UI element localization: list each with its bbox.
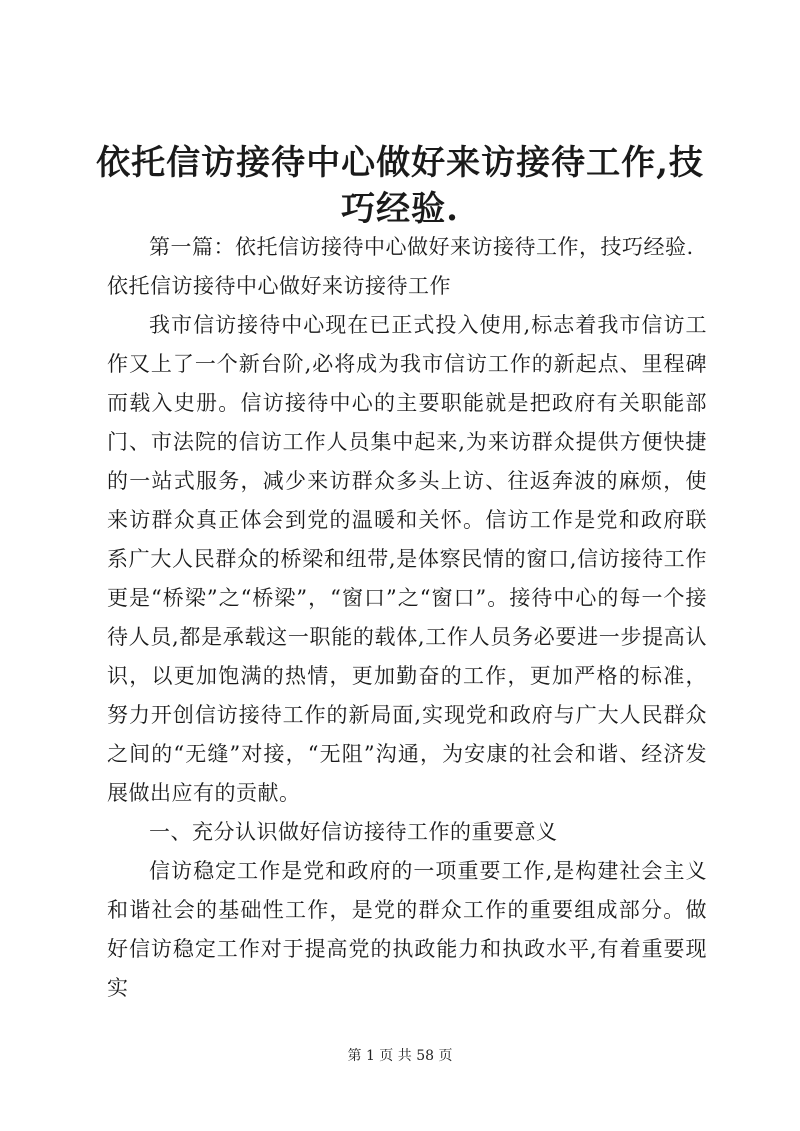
section-heading: 一、充分认识做好信访接待工作的重要意义 [149,820,558,844]
page-footer: 第 1 页 共 58 页 [347,1048,453,1064]
document-title: 依托信访接待中心做好来访接待工作,技巧经验. [96,143,704,229]
subheading-line-1: 第一篇：依托信访接待中心做好来访接待工作，技巧经验. [149,235,694,259]
body-paragraph-2: 信访稳定工作是党和政府的一项重要工作,是构建社会主义和谐社会的基础性工作，是党的群众工作的重要组成部分。做好信访稳定工作对于提高党的执政能力和执政水平,有着重要现实 [107,859,707,1000]
document-body [107,228,707,1008]
subheading-line-2: 依托信访接待中心做好来访接待工作 [107,274,451,298]
body-paragraph-1: 我市信访接待中心现在已正式投入使用,标志着我市信访工作又上了一个新台阶,必将成为我市信访工作的新起点、里程碑而载入史册。信访接待中心的主要职能就是把政府有关职能部门、市法院的信访工作人员集中起来,为来访群众提供方便快捷的一站式服务，减少来访群众多头上访、往返奔波的麻烦，使来访群众真正体会到党的温暖和关怀。信访工作是党和政府联系广大人民群众的桥梁和纽带,是体察民情的窗口,信访接待工作更是“桥梁”之“桥梁”，“窗口”之“窗口”。接待中心的每一个接待人员,都是承载这一职能的载体,工作人员务必要进一步提高认识，以更加饱满的热情，更加勤奋的工作，更加严格的标准，努力开创信访接待工作的新局面,实现党和政府与广大人民群众之间的“无缝”对接，“无阻”沟通，为安康的社会和谐、经济发展做出应有的贡献。 [107,313,707,805]
